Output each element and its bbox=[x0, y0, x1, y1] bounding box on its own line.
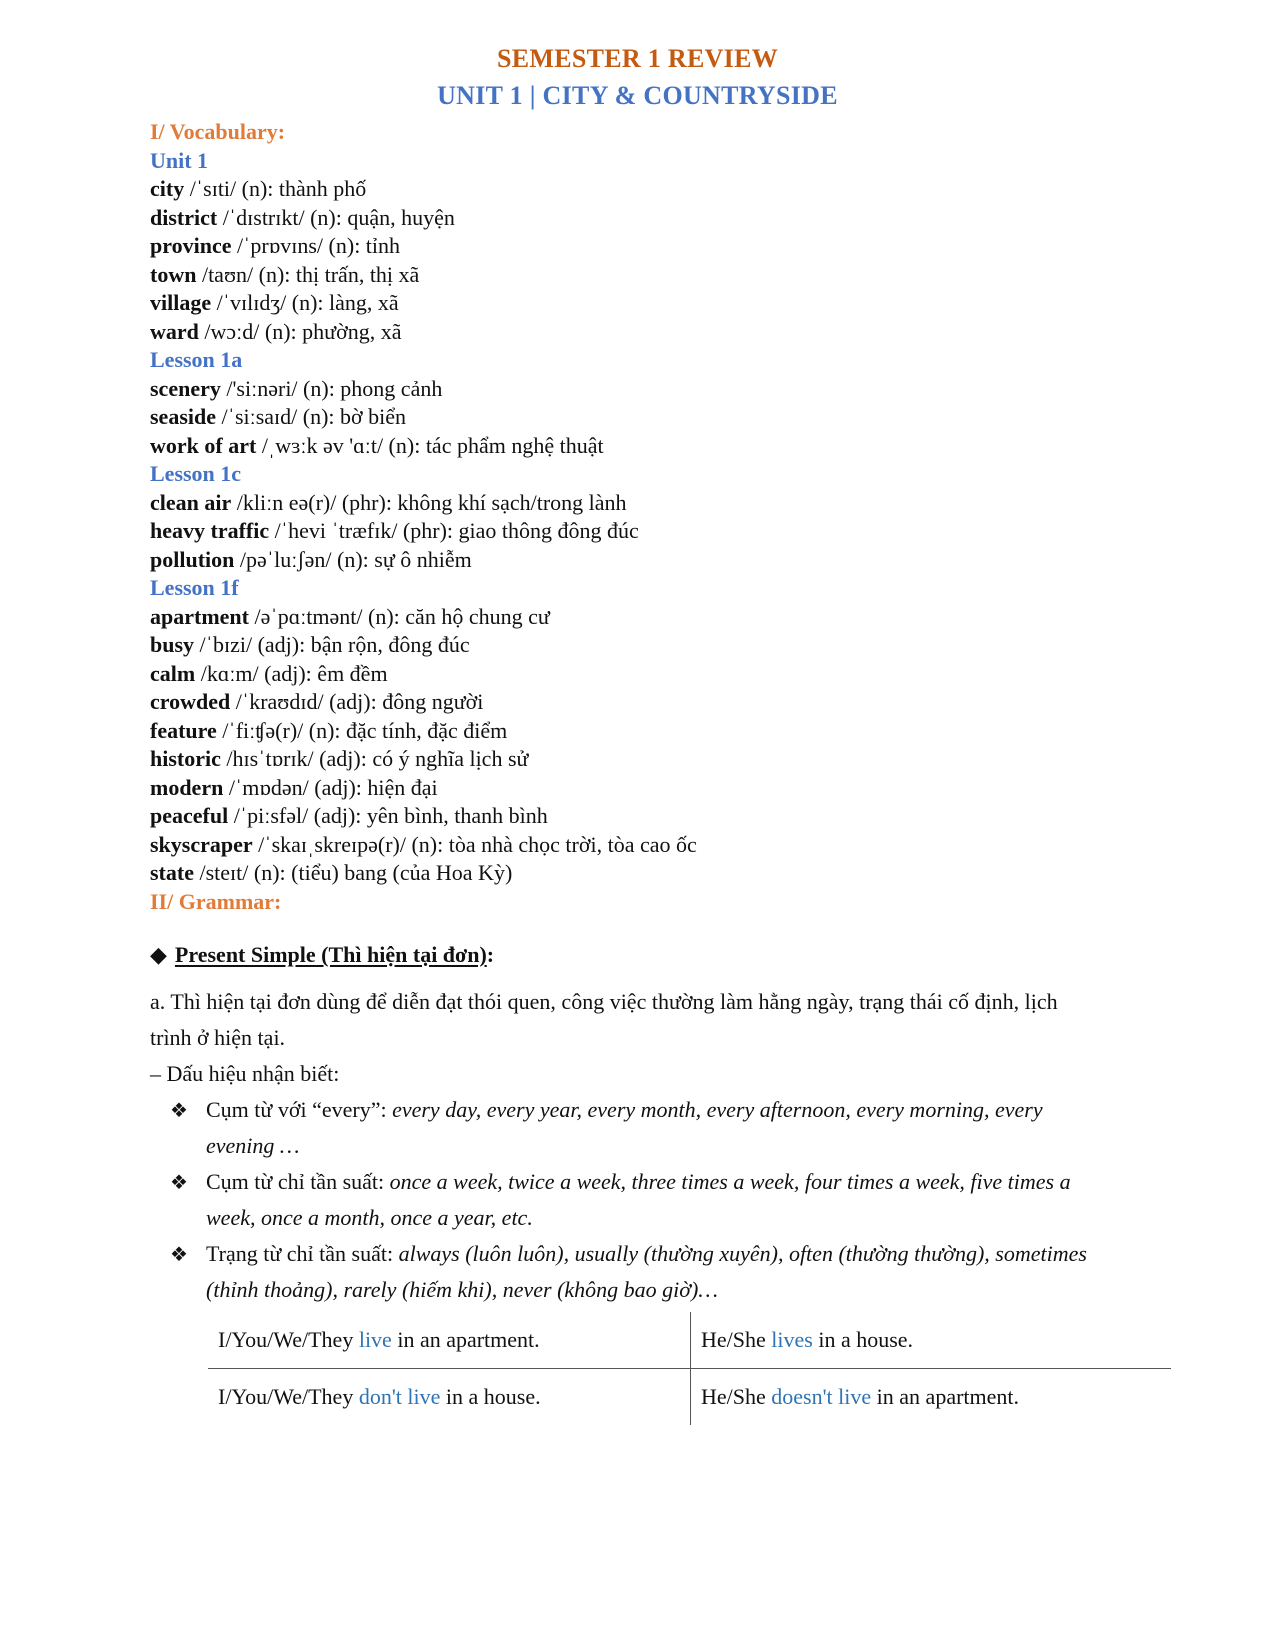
bullet-icon: ❖ bbox=[170, 1170, 188, 1194]
vocab-word: heavy traffic bbox=[150, 518, 270, 543]
signs-list bbox=[150, 1092, 1150, 1308]
vocab-definition: /əˈpɑːtmənt/ (n): căn hộ chung cư bbox=[248, 603, 550, 629]
vocab-definition: /steɪt/ (n): (tiểu) bang (của Hoa Kỳ) bbox=[193, 860, 513, 885]
vocab-definition: /wɔːd/ (n): phường, xã bbox=[198, 318, 402, 344]
bullet-lead: Cụm từ chỉ tần suất: bbox=[206, 1169, 390, 1194]
vocab-word: ward bbox=[150, 318, 199, 344]
bullet-examples: always (luôn luôn), usually (thường xuyên), often (thường thường), sometimes (thỉnh thoảng), rarely (hiếm khi), never (không bao giờ)… bbox=[206, 1241, 1087, 1302]
vocab-definition: /ˈprɒvɪns/ (n): tỉnh bbox=[231, 233, 401, 258]
vocab-definition: /taʊn/ (n): thị trấn, thị xã bbox=[196, 261, 420, 287]
vocab-entry bbox=[150, 489, 1150, 518]
grammar-topic-colon: : bbox=[486, 942, 495, 967]
bullet-lead: Trạng từ chỉ tần suất: bbox=[206, 1241, 399, 1266]
vocabulary-section bbox=[150, 118, 1150, 916]
grammar-section bbox=[150, 940, 1150, 1308]
cell-rest: in an apartment. bbox=[391, 1327, 540, 1352]
list-item bbox=[150, 1092, 1106, 1164]
vocab-word: district bbox=[150, 204, 218, 230]
grammar-topic-title: Present Simple (Thì hiện tại đơn) bbox=[174, 942, 487, 967]
vocab-entry bbox=[150, 204, 1150, 233]
page-title: SEMESTER 1 REVIEW bbox=[496, 44, 779, 73]
vocab-definition: /kɑːm/ (adj): êm đềm bbox=[195, 660, 388, 686]
vocab-entry bbox=[150, 859, 1150, 888]
vocab-word: work of art bbox=[150, 432, 257, 458]
vocab-entry bbox=[150, 289, 1150, 318]
vocab-word: feature bbox=[150, 717, 217, 743]
vocab-word: town bbox=[150, 261, 197, 287]
cell-verb: don't live bbox=[358, 1384, 441, 1409]
vocab-definition: /ˈdɪstrɪkt/ (n): quận, huyện bbox=[217, 204, 455, 230]
vocab-entry bbox=[150, 546, 1150, 575]
vocab-word: peaceful bbox=[150, 803, 229, 828]
vocab-word: state bbox=[150, 860, 194, 885]
vocab-entry bbox=[150, 831, 1150, 860]
table-row bbox=[208, 1312, 1171, 1369]
page-subtitle: UNIT 1 | CITY & COUNTRYSIDE bbox=[437, 81, 838, 110]
cell-rest: in a house. bbox=[440, 1384, 541, 1409]
vocab-entry bbox=[150, 603, 1150, 632]
vocab-entry bbox=[150, 802, 1150, 831]
vocab-definition: /ˈskaɪˌskreɪpə(r)/ (n): tòa nhà chọc trời, tòa cao ốc bbox=[252, 831, 697, 857]
vocab-word: busy bbox=[150, 632, 195, 657]
table-cell bbox=[691, 1312, 1172, 1369]
vocab-definition: /ˈsɪti/ (n): thành phố bbox=[184, 176, 367, 201]
table-cell bbox=[691, 1369, 1172, 1426]
vocab-definition: /ˈmɒdən/ (adj): hiện đại bbox=[223, 774, 438, 800]
bullet-examples: once a week, twice a week, three times a week, four times a week, five times a week, once a month, once a year, etc. bbox=[206, 1169, 1071, 1230]
vocab-entry bbox=[150, 261, 1150, 290]
vocab-entry bbox=[150, 745, 1150, 774]
vocab-definition: /kliːn eə(r)/ (phr): không khí sạch/trong lành bbox=[231, 489, 627, 515]
table-row bbox=[208, 1369, 1171, 1426]
vocab-word: seaside bbox=[150, 404, 216, 429]
signs-intro: – Dấu hiệu nhận biết: bbox=[150, 1061, 340, 1086]
vocab-word: calm bbox=[150, 660, 196, 686]
vocab-entry bbox=[150, 403, 1150, 432]
vocab-definition: /pəˈluːʃən/ (n): sự ô nhiễm bbox=[234, 546, 472, 572]
bullet-examples: every day, every year, every month, every afternoon, every morning, every evening … bbox=[206, 1097, 1043, 1158]
vocab-word: scenery bbox=[150, 375, 221, 401]
vocab-word: crowded bbox=[150, 689, 231, 714]
vocab-word: pollution bbox=[150, 546, 235, 572]
diamond-icon: ◆ bbox=[150, 942, 167, 967]
cell-verb: lives bbox=[771, 1327, 813, 1352]
vocab-word: clean air bbox=[150, 489, 232, 515]
vocab-word: province bbox=[150, 233, 232, 258]
vocab-definition: /'siːnəri/ (n): phong cảnh bbox=[220, 375, 443, 401]
vocab-word: village bbox=[150, 290, 212, 315]
vocab-definition: /ˈkraʊdɪd/ (adj): đông người bbox=[230, 689, 484, 714]
vocab-word: skyscraper bbox=[150, 831, 253, 857]
table-cell bbox=[208, 1312, 691, 1369]
grammar-heading: II/ Grammar: bbox=[150, 888, 282, 914]
example-table bbox=[208, 1312, 1171, 1425]
vocab-entry bbox=[150, 318, 1150, 347]
vocab-definition: /ˈpiːsfəl/ (adj): yên bình, thanh bình bbox=[228, 803, 548, 828]
cell-subject: He/She bbox=[701, 1384, 772, 1409]
vocab-word: historic bbox=[150, 746, 221, 771]
cell-subject: I/You/We/They bbox=[218, 1327, 359, 1352]
vocab-word: modern bbox=[150, 774, 224, 800]
vocab-entry bbox=[150, 717, 1150, 746]
vocab-entry bbox=[150, 631, 1150, 660]
group-heading: Unit 1 bbox=[150, 147, 209, 173]
vocab-entry bbox=[150, 660, 1150, 689]
vocab-word: city bbox=[150, 176, 185, 201]
vocab-entry bbox=[150, 375, 1150, 404]
vocab-definition: /ˈvɪlɪdʒ/ (n): làng, xã bbox=[211, 290, 399, 315]
bullet-icon: ❖ bbox=[170, 1242, 188, 1266]
cell-rest: in an apartment. bbox=[871, 1384, 1020, 1409]
vocab-definition: /ˈhevi ˈtræfɪk/ (phr): giao thông đông đúc bbox=[269, 518, 639, 543]
list-item bbox=[150, 1236, 1106, 1308]
vocab-definition: /hɪsˈtɒrɪk/ (adj): có ý nghĩa lịch sử bbox=[220, 746, 529, 771]
group-heading: Lesson 1a bbox=[150, 347, 243, 372]
vocab-entry bbox=[150, 517, 1150, 546]
vocab-entry bbox=[150, 774, 1150, 803]
vocab-entry bbox=[150, 688, 1150, 717]
vocab-definition: /ˈsiːsaɪd/ (n): bờ biển bbox=[216, 404, 407, 429]
vocab-entry bbox=[150, 175, 1150, 204]
list-item bbox=[150, 1164, 1106, 1236]
grammar-paragraph: a. Thì hiện tại đơn dùng để diễn đạt thói quen, công việc thường làm hằng ngày, trạng thái cố định, lịch trình ở hiện tại. bbox=[150, 989, 1058, 1050]
bullet-lead: Cụm từ với “every”: bbox=[206, 1097, 393, 1122]
cell-subject: I/You/We/They bbox=[218, 1384, 359, 1409]
table-cell bbox=[208, 1369, 691, 1426]
vocab-word: apartment bbox=[150, 603, 249, 629]
grammar-topic bbox=[150, 940, 1150, 970]
cell-rest: in a house. bbox=[812, 1327, 914, 1352]
vocab-definition: /ˈbɪzi/ (adj): bận rộn, đông đúc bbox=[194, 632, 470, 657]
group-heading: Lesson 1f bbox=[150, 575, 239, 600]
vocab-entry bbox=[150, 232, 1150, 261]
vocab-definition: /ˈfiːʧə(r)/ (n): đặc tính, đặc điểm bbox=[216, 717, 508, 743]
vocab-entry bbox=[150, 432, 1150, 461]
cell-subject: He/She bbox=[701, 1327, 772, 1352]
bullet-icon: ❖ bbox=[170, 1098, 188, 1122]
cell-verb: live bbox=[358, 1327, 392, 1352]
group-heading: Lesson 1c bbox=[150, 461, 242, 486]
vocabulary-heading: I/ Vocabulary: bbox=[150, 119, 286, 144]
cell-verb: doesn't live bbox=[771, 1384, 872, 1409]
vocab-definition: /ˌwɜːk əv 'ɑːt/ (n): tác phẩm nghệ thuật bbox=[256, 432, 604, 458]
